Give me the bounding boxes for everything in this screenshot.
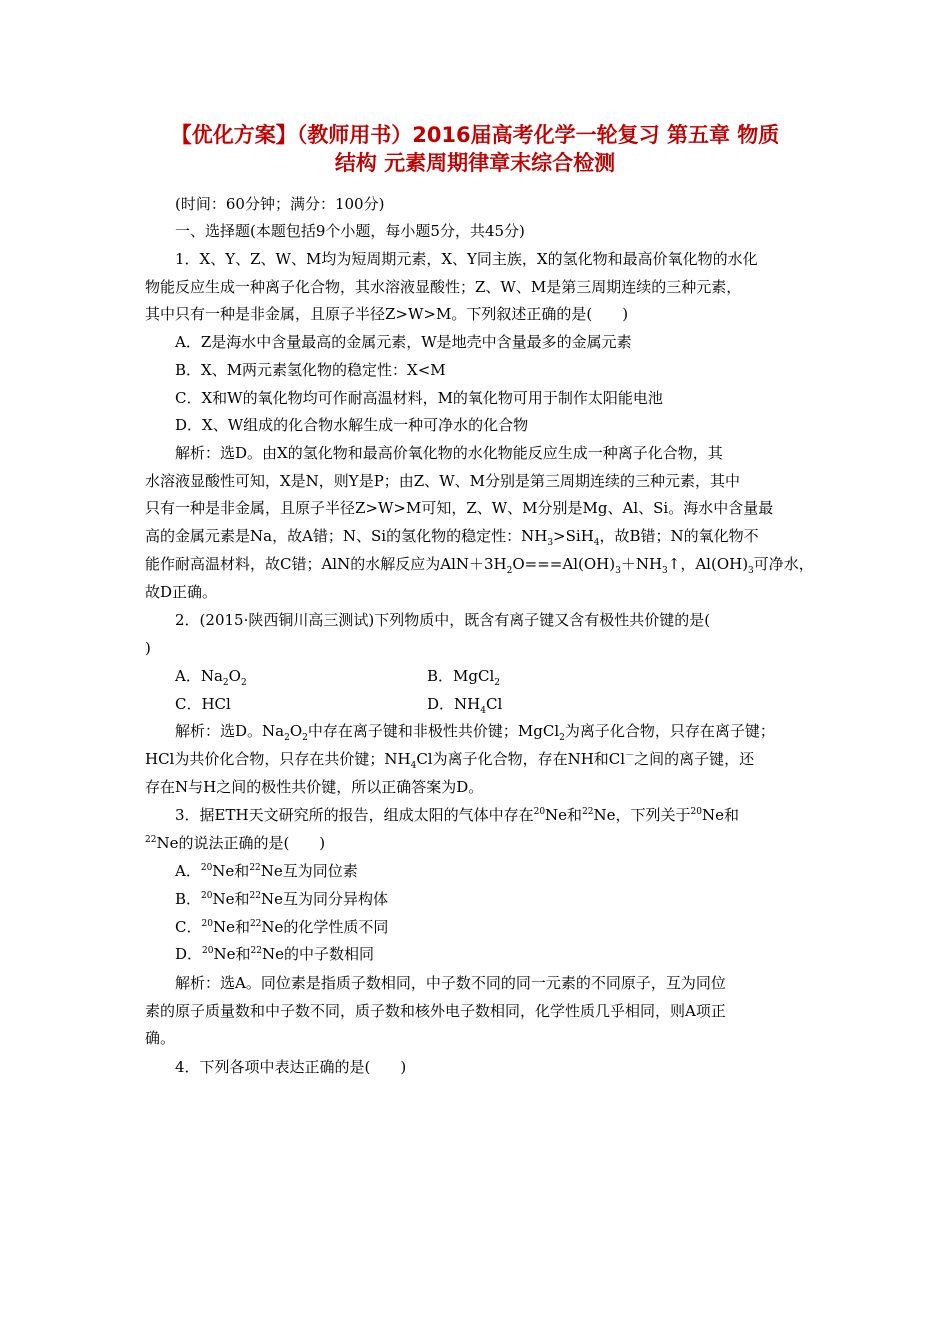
q1-option-a: A．Z是海水中含量最高的金属元素，W是地壳中含量最多的金属元素 [175, 333, 632, 351]
q2-solution-line-2: HCl为共价化合物，只存在共价键；$NH_4Cl$为离子化合物，存在NH和Cl－之间的离子键，还 [145, 750, 755, 771]
q3-solution-line-2: 素的原子质量数和中子数不同，质子数和核外电子数相同，化学性质几乎相同，则A项正 [145, 1002, 726, 1020]
q1-solution-line-1: 解析：选D。由X的氢化物和最高价氧化物的水化物能反应生成一种离子化合物，其 [175, 444, 723, 462]
section-heading: 一、选择题(本题包括9个小题，每小题5分，共45分) [175, 222, 525, 240]
q4-stem-line-1: 4．下列各项中表达正确的是( ) [175, 1058, 407, 1076]
q2-option-d: D．$NH_4Cl$ [427, 695, 503, 716]
q1-solution-line-4: 高的金属元素是Na，故A错；N、Si的氢化物的稳定性：$NH_3>SiH_4$，故B错；N的氧化物不 [145, 527, 759, 548]
q1-solution-line-3: 只有一种是非金属，且原子半径Z>W>M可知，Z、W、M分别是Mg、Al、Si。海水中含量最 [145, 499, 774, 517]
q1-option-d: D．X、W组成的化合物水解生成一种可净水的化合物 [175, 416, 529, 434]
q2-option-c: C．HCl [175, 695, 231, 713]
q1-stem-line-2: 物能反应生成一种离子化合物，其水溶液显酸性；Z、W、M是第三周期连续的三种元素， [145, 278, 742, 296]
q2-stem-line-1: 2．(2015·陕西铜川高三测试)下列物质中，既含有离子键又含有极性共价键的是( [175, 611, 711, 629]
q1-solution-line-6: 故D正确。 [145, 583, 218, 601]
q3-solution-line-3: 确。 [145, 1029, 176, 1047]
q1-stem-line-3: 其中只有一种是非金属，且原子半径Z>W>M。下列叙述正确的是( ) [145, 305, 629, 323]
q3-stem-line-1: 3．据ETH天文研究所的报告，组成太阳的气体中存在$^{20}$Ne和$^{22}$Ne，下列关于$^{20}$Ne和 [175, 806, 739, 824]
q1-solution-line-2: 水溶液显酸性可知，X是N，则Y是P；由Z、W、M分别是第三周期连续的三种元素，其中 [145, 472, 741, 490]
q3-option-c: C．$^{20}$Ne和$^{22}$Ne的化学性质不同 [175, 918, 389, 936]
q3-solution-line-1: 解析：选A。同位素是指质子数相同，中子数不同的同一元素的不同原子，互为同位 [175, 974, 726, 992]
q3-stem-line-2: $^{22}$Ne的说法正确的是( ) [145, 834, 326, 852]
q2-solution-line-3: 存在N与H之间的极性共价键，所以正确答案为D。 [145, 778, 484, 796]
q2-solution-line-1: 解析：选D。$Na_2O_2$中存在离子键和非极性共价键；MgCl$_2$为离子化合物，只存在离子键； [175, 722, 775, 743]
q1-solution-line-5: 能作耐高温材料，故C错；AlN的水解反应为$AlN+3H_2O===Al(OH)_3+NH_3↑$，$Al(OH)_3$可净水， [145, 555, 814, 576]
q2-option-b: B．MgCl$_2$ [427, 667, 500, 688]
q1-stem-line-1: 1．X、Y、Z、W、M均为短周期元素，X、Y同主族，X的氢化物和最高价氧化物的水化 [175, 250, 758, 268]
q1-option-b: B．X、M两元素氢化物的稳定性：X<M [175, 361, 446, 379]
exam-time-info: (时间：60分钟；满分：100分) [175, 195, 385, 213]
q2-stem-line-2: ) [145, 639, 151, 657]
q3-option-a: A．$^{20}$Ne和$^{22}$Ne互为同位素 [175, 862, 358, 880]
page-title-line-1: 【优化方案】（教师用书）2016届高考化学一轮复习 第五章 物质 [170, 123, 780, 147]
q3-option-d: D．$^{20}$Ne和$^{22}$Ne的中子数相同 [175, 945, 374, 963]
page-title-line-2: 结构 元素周期律章末综合检测 [334, 151, 616, 175]
q2-option-a: A．$Na_2O_2$ [175, 667, 247, 688]
q3-option-b: B．$^{20}$Ne和$^{22}$Ne互为同分异构体 [175, 890, 388, 908]
q1-option-c: C．X和W的氧化物均可作耐高温材料，M的氧化物可用于制作太阳能电池 [175, 389, 663, 407]
